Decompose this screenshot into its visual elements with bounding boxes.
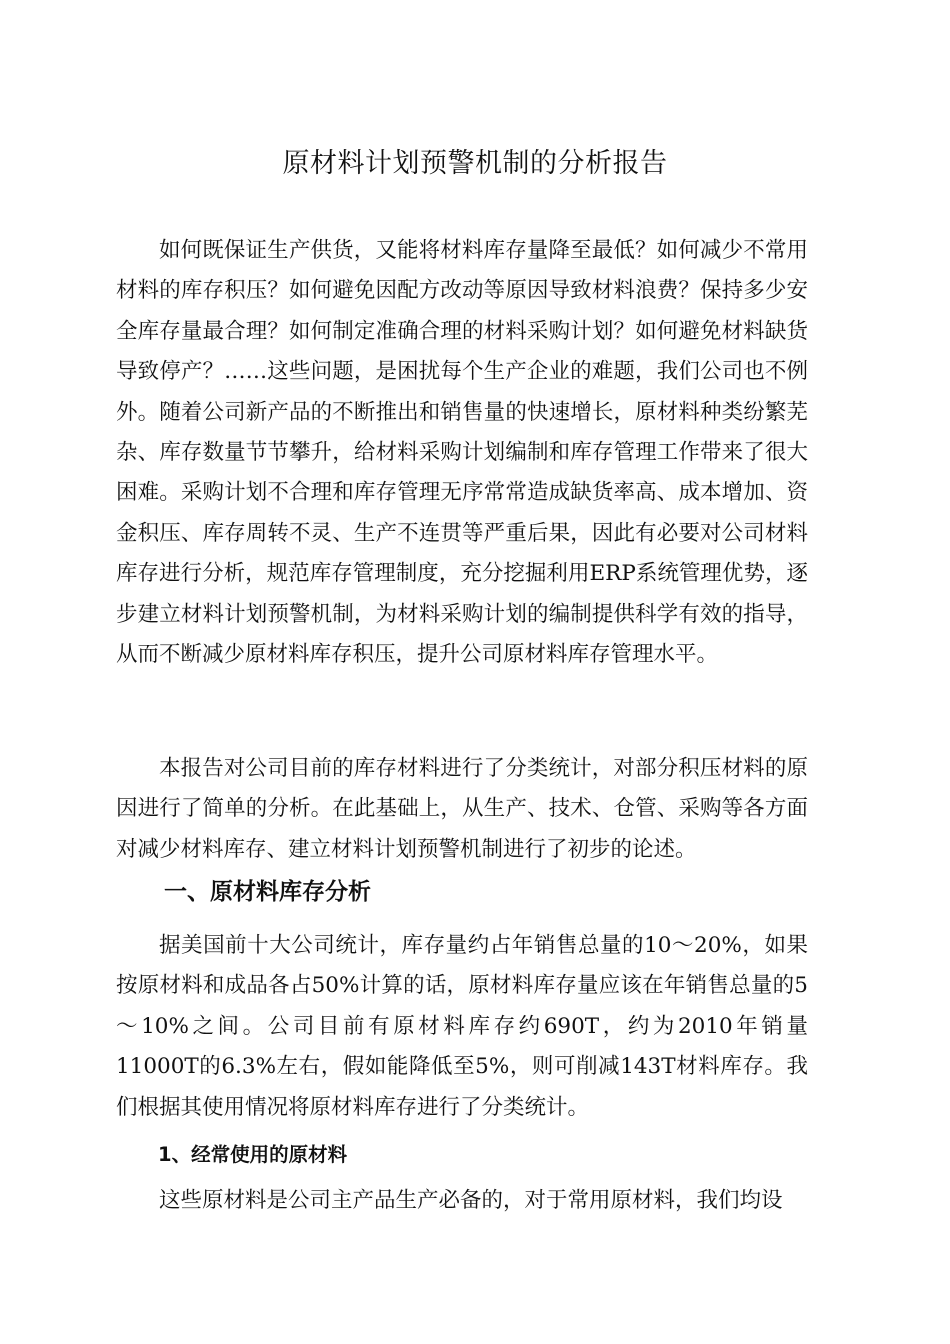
intro-paragraph-2: 本报告对公司目前的库存材料进行了分类统计，对部分积压材料的原因进行了简单的分析。在此基础上，从生产、技术、仓管、采购等各方面对减少材料库存、建立材料计划预警机制进行了初步的论述。: [116, 756, 808, 862]
intro-paragraph-1: 如何既保证生产供货，又能将材料库存量降至最低？如何减少不常用材料的库存积压？如何避免因配方改动等原因导致材料浪费？保持多少安全库存量最合理？如何制定准确合理的材料采购计划？如何避免材料缺货导致停产？……这些问题，是困扰每个生产企业的难题，我们公司也不例外。随着公司新产品的不断推出和销售量的快速增长，原材料种类纷繁芜杂、库存数量节节攀升，给材料采购计划编制和库存管理工作带来了很大困难。采购计划不合理和库存管理无序常常造成缺货率高、成本增加、资金积压、库存周转不灵、生产不连贯等严重后果，因此有必要对公司材料库存进行分析，规范库存管理制度，充分挖掘利用ERP系统管理优势，逐步建立材料计划预警机制，为材料采购计划的编制提供科学有效的指导，从而不断减少原材料库存积压，提升公司原材料库存管理水平。: [116, 238, 808, 668]
section-1-paragraph: 据美国前十大公司统计，库存量约占年销售总量的10～20%，如果按原材料和成品各占50%计算的话，原材料库存量应该在年销售总量的5～10%之间。公司目前有原材料库存约690T，约为2010年销量11000T的6.3%左右，假如能降低至5%，则可削减143T材料库存。我们根据其使用情况将原材料库存进行了分类统计。: [116, 933, 808, 1120]
document-title: 原材料计划预警机制的分析报告: [282, 148, 668, 179]
subsection-1-paragraph: 这些原材料是公司主产品生产必备的，对于常用原材料，我们均设: [159, 1188, 783, 1213]
section-heading-1: 一、原材料库存分析: [164, 879, 371, 905]
subsection-heading-1: 1、经常使用的原材料: [158, 1143, 348, 1166]
